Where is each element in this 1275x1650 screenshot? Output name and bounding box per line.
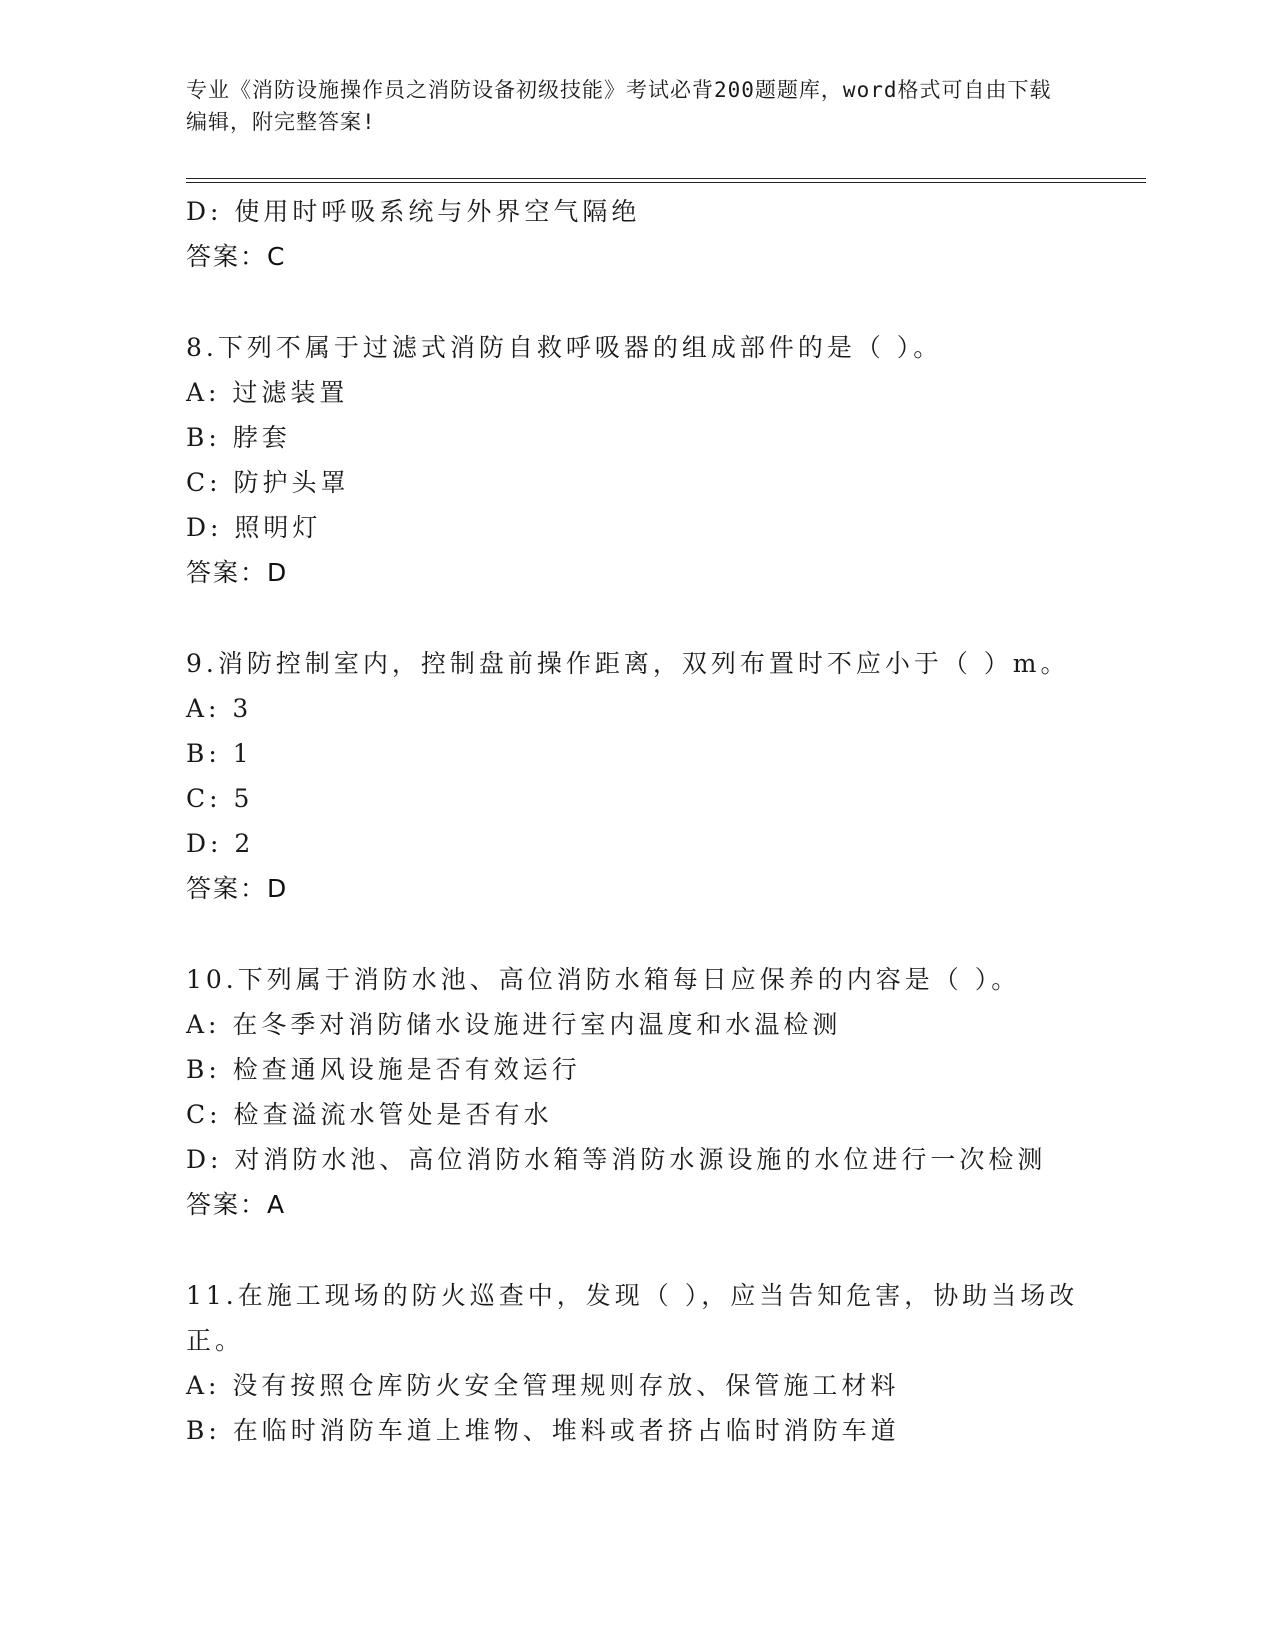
document-header: 专业《消防设施操作员之消防设备初级技能》考试必背200题题库，word格式可自由下载编辑，附完整答案! (186, 78, 1052, 134)
question-11 (186, 1273, 1116, 1453)
question-stem: 11.在施工现场的防火巡查中，发现（ ），应当告知危害，协助当场改正。 (186, 1281, 1079, 1355)
spacer (186, 279, 1116, 325)
option-c: C: 防护头罩 (186, 468, 350, 497)
question-8 (186, 325, 1116, 595)
question-10 (186, 957, 1116, 1227)
option-a: A: 3 (186, 694, 253, 723)
option-b: B: 脖套 (186, 423, 291, 452)
previous-question-tail (186, 189, 1116, 279)
question-stem: 8.下列不属于过滤式消防自救呼吸器的组成部件的是（ ）。 (186, 333, 943, 362)
answer-line: 答案：A (186, 1190, 287, 1219)
answer-line: 答案：C (186, 242, 287, 271)
option-d: D: 2 (186, 829, 255, 858)
question-list (186, 189, 1116, 1453)
option-a: A: 没有按照仓库防火安全管理规则存放、保管施工材料 (186, 1371, 900, 1400)
question-stem: 9.消防控制室内，控制盘前操作距离，双列布置时不应小于（ ）m。 (186, 649, 1070, 678)
header-divider-top (186, 178, 1146, 179)
option-a: A: 在冬季对消防储水设施进行室内温度和水温检测 (186, 1010, 842, 1039)
answer-line: 答案：D (186, 558, 289, 587)
question-9 (186, 641, 1116, 911)
option-b: B: 1 (186, 739, 253, 768)
option-b: B: 在临时消防车道上堆物、堆料或者挤占临时消防车道 (186, 1416, 900, 1445)
option-d: D: 使用时呼吸系统与外界空气隔绝 (186, 197, 641, 226)
option-c: C: 检查溢流水管处是否有水 (186, 1100, 553, 1129)
option-a: A: 过滤装置 (186, 378, 349, 407)
spacer (186, 595, 1116, 641)
question-stem: 10.下列属于消防水池、高位消防水箱每日应保养的内容是（ ）。 (186, 965, 1021, 994)
option-d: D: 照明灯 (186, 513, 322, 542)
answer-line: 答案：D (186, 874, 289, 903)
spacer (186, 1227, 1116, 1273)
option-d: D: 对消防水池、高位消防水箱等消防水源设施的水位进行一次检测 (186, 1145, 1047, 1174)
spacer (186, 911, 1116, 957)
header-divider-bottom (186, 182, 1146, 183)
option-c: C: 5 (186, 784, 254, 813)
option-b: B: 检查通风设施是否有效运行 (186, 1055, 581, 1084)
